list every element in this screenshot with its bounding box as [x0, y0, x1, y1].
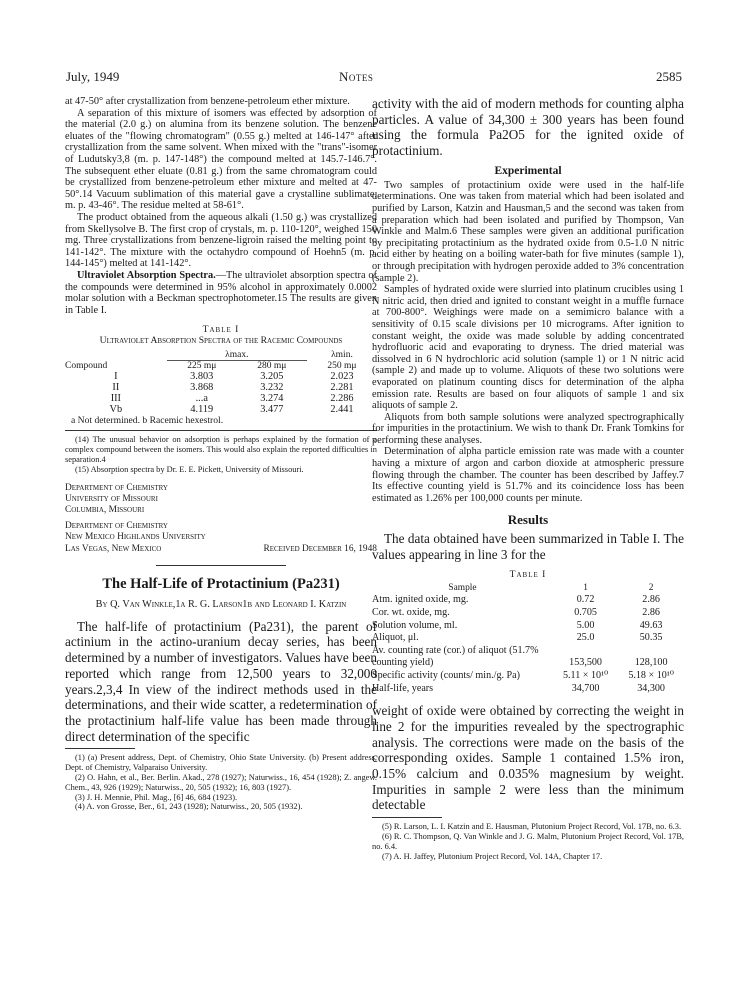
exp-para-1: Two samples of protactinium oxide were used in the half-life determinations. One was taken from material which had been isolated and purified by Larson, Katzin and Hausman,5 and the second was taken from a preparation which had been isolated and purified by Thompson, Van Winkle and Malm.6 These samples were given an additional purification by precipitating protactinium as the hydrated oxide from 0.5-1.0 N nitric acid either by heating on a boiling water-bath for five minutes (sample 1), or through precipitation with hydrogen peroxide added to 3% concentration (sample 2).: [372, 179, 684, 284]
footnote-1: (1) (a) Present address, Dept. of Chemistry, Ohio State University. (b) Present address, Dept. of Chemistry, Valparaiso University.: [65, 753, 377, 773]
uv-cell: 3.477: [260, 403, 284, 415]
affil-line: University of Missouri: [65, 493, 158, 504]
uv-paragraph: [65, 270, 377, 316]
results-cell: Atm. ignited oxide, mg.: [372, 594, 469, 606]
divider: [65, 430, 377, 431]
results-table-label: Table I: [509, 568, 547, 580]
affiliation-1: [65, 483, 377, 517]
after-table-text: weight of oxide were obtained by correcting the weight in line 2 for the impurities revealed by the spectrographic analysis. The corrections were made on the basis of the corresponding oxides. Sample 1 contained 1.5% iron, 0.15% calcium and 0.035% magnesium by weight. Impurities in sample 2 were less than the minimum detectable: [372, 703, 684, 813]
uv-cell: II: [112, 381, 120, 393]
header-date: July, 1949: [66, 69, 120, 84]
uv-cell: 2.286: [330, 392, 354, 404]
uv-cell: 3.232: [260, 381, 284, 393]
results-cell: 34,700: [571, 682, 600, 694]
uv-header-compound: Compound: [65, 360, 108, 371]
results-cell: 25.0: [576, 632, 595, 644]
exp-para-3: Aliquots from both sample solutions were analyzed spectrographically for impurities in the protactinium. We wish to thank Dr. Frank Tomkins for performing these analyses.: [372, 411, 684, 446]
exp-para-4: Determination of alpha particle emission rate was made with a counter having a mixture of argon and carbon dioxide at atmospheric pressure flowing through the chamber. The counter has been described by Jaffey.7 Its effective counting yield is 51.7% and its coincidence loss has been estimated as 1.26% per 100,000 counts per minute.: [372, 446, 684, 504]
affil-line: Las Vegas, New Mexico: [65, 543, 162, 554]
footnote-6: (6) R. C. Thompson, Q. Van Winkle and J. G. Malm, Plutonium Project Record, Vol. 17B, no. 6.4.: [372, 831, 684, 851]
article-body: The half-life of protactinium (Pa231), the parent of actinium in the actino-uranium decay series, has been determined by a number of investigators. Values have been reported which range from 12,500 years to 32,000 years.2,3,4 In view of the indirect methods used in the determinations, and their wide scatter, a redetermination of the protactinium half-life value has been made through direct determination of the specific: [65, 618, 377, 744]
uv-cell: III: [110, 392, 121, 404]
uv-cell: 2.281: [330, 381, 354, 393]
header-page-number: 2585: [656, 69, 682, 84]
footnote-15: (15) Absorption spectra by Dr. E. E. Pickett, University of Missouri.: [75, 464, 304, 474]
uv-text: —The ultraviolet absorption spectra of the compounds were determined in 95% alcohol in approximately 0.0002 molar solution with a Beckman spectrophotometer.15 The results are given in Table I.: [65, 269, 377, 316]
affil-line: Columbia, Missouri: [65, 504, 145, 515]
results-cell: Half-life, years: [372, 682, 434, 694]
results-cell: 5.00: [576, 619, 595, 631]
results-heading: Results: [507, 512, 549, 528]
uv-cell: 2.441: [330, 403, 354, 415]
uv-header-c1: 225 mμ: [187, 360, 217, 371]
footnote-3: (3) J. H. Mennie, Phil. Mag., [6] 46, 684 (1923).: [75, 792, 238, 802]
uv-table-label: Table I: [202, 324, 240, 336]
footnote-14: (14) The unusual behavior on adsorption is perhaps explained by the formation of a complex compound between the isomers. This would also explain the reported difficulties in separation.4: [65, 435, 377, 464]
uv-cell: 4.119: [190, 403, 214, 415]
uv-cell: 3.868: [190, 381, 214, 393]
results-cell: 153,500: [569, 657, 602, 669]
uv-cell: 3.803: [190, 370, 214, 382]
right-intro: activity with the aid of modern methods for counting alpha particles. A value of 34,300 ± 300 years has been found using the formula Pa2O5 for the ignited oxide of protactinium.: [372, 96, 684, 159]
results-cell: 2.86: [642, 607, 660, 619]
table-row: [372, 620, 684, 633]
affil-line: New Mexico Highlands University: [65, 532, 206, 543]
results-cell: 128,100: [634, 657, 668, 669]
uv-header-min: λmin.: [331, 350, 353, 361]
results-cell: Solution volume, ml.: [372, 619, 458, 631]
section-divider: [156, 565, 286, 566]
left-para-1: at 47-50° after crystallization from benzene-petroleum ether mixture.: [65, 96, 350, 107]
table-row: [65, 393, 377, 404]
results-cell: 5.11 × 10¹⁰: [562, 670, 609, 681]
footnote-4: (4) A. von Grosse, Ber., 61, 243 (1928); Naturwiss., 20, 505 (1932).: [75, 802, 303, 812]
results-cell: Cor. wt. oxide, mg.: [372, 607, 450, 619]
right-column: [372, 96, 684, 861]
article-byline: By Q. Van Winkle,1a R. G. Larson1b and Leonard I. Katzin: [95, 598, 347, 610]
results-header-sample: Sample: [448, 582, 477, 593]
results-cell: 0.72: [576, 594, 595, 606]
table-row: [372, 683, 684, 696]
table-row: [372, 632, 684, 645]
left-para-2: A separation of this mixture of isomers was effected by adsorption of the material (2.0 g.) on alumina from its benzene solution. The benzene eluates of the "flowing chromatogram" (0.55 g.) melted at 146-147° after crystallization from the same solvent. When mixed with the "trans"-isomer of Ludutsky3,8 (m. p. 147-148°) the compound melted at 145.7-146.7°. The subsequent ether eluate (0.81 g.) from the same chromatogram could be crystallized from benzene-petroleum ether mixture and melted at 47-50°.14 Vacuum sublimation of this material gave a crystalline sublimate, m. p. 43-46°. The residue melted at 58-61°.: [65, 107, 377, 212]
footnote-2: (2) O. Hahn, et al., Ber. Berlin. Akad., 278 (1927); Naturwiss., 16, 454 (1928); Z. angew. Chem., 43, 926 (1929); Naturwiss., 20, 505 (1932); 16, 803 (1927).: [65, 773, 377, 792]
results-cell: Aliquot, μl.: [372, 632, 419, 644]
uv-cell: I: [114, 370, 118, 382]
results-cell: 50.35: [639, 632, 663, 644]
table-row: [372, 670, 684, 683]
results-cell: 49.63: [639, 619, 663, 631]
results-header-1: 1: [583, 582, 588, 593]
table-row: [372, 645, 684, 670]
experimental-heading: Experimental: [494, 164, 562, 177]
table-row: [372, 607, 684, 620]
uv-table-note: a Not determined. b Racemic hexestrol.: [71, 414, 224, 426]
results-cell: 34,300: [637, 682, 665, 694]
affil-line: Department of Chemistry: [65, 482, 168, 493]
table-row: [372, 594, 684, 607]
table-row: [65, 382, 377, 393]
uv-table-caption: Ultraviolet Absorption Spectra of the Racemic Compounds: [99, 335, 343, 347]
received-date: Received December 16, 1948: [263, 543, 377, 554]
article-title: The Half-Life of Protactinium (Pa231): [102, 575, 340, 592]
affiliation-2: [65, 521, 377, 555]
header-section: Notes: [339, 69, 374, 84]
footnote-5: (5) R. Larson, L. I. Katzin and E. Hausman, Plutonium Project Record, Vol. 17B, no. 6.3.: [382, 822, 682, 832]
uv-header-c3: 250 mμ: [327, 360, 357, 371]
uv-cell: 3.274: [260, 392, 284, 404]
left-column: [65, 96, 377, 812]
uv-table: [65, 350, 377, 415]
results-cell: 5.18 × 10¹⁰: [628, 670, 674, 681]
uv-cell: 3.205: [260, 370, 284, 382]
uv-header-c2: 280 mμ: [257, 360, 287, 371]
table-row: [65, 371, 377, 382]
results-cell: 0.705: [574, 607, 597, 619]
footnote-rule: [372, 817, 442, 818]
results-table: [372, 582, 684, 695]
results-text: The data obtained have been summarized in Table I. The values appearing in line 3 for the: [372, 531, 684, 563]
results-cell: Av. counting rate (cor.) of aliquot (51.7% counting yield): [372, 644, 539, 669]
left-para-3: The product obtained from the aqueous alkali (1.50 g.) was crystallized from Skellysolve B. The first crop of crystals, m. p. 110-120°, weighed 150 mg. Three crystallizations from benzene-ligroin raised the melting point to 141-142°. The mixture with the octahydro compound of Hoehn5 (m. p. 144-145°) melted at 141-142°.: [65, 211, 377, 270]
affil-line-last: [65, 544, 377, 555]
footnote-rule: [65, 748, 135, 749]
exp-para-2: Samples of hydrated oxide were slurried into platinum crucibles using 1 N nitric acid, then dried and ignited to constant weight in a muffle furnace at 700-800°. Weighings were made on a semimicro balance with a sensitivity of 0.15 scale divisions per 10 micrograms. After ignition to constant weight, the oxide was made soluble by adding concentrated hydrofluoric acid and evaporating to dryness. The dried material was dissolved in 6 N hydrochloric acid solution (sample 1) or 1 N nitric acid (sample 2) and made up to volume. Aliquots of these two solutions were evaporated on platinum counting discs for determination of the alpha emission rate. Results are based on four aliquots of sample 1 and six aliquots of sample 2.: [372, 284, 684, 412]
uv-cell: ...a: [195, 392, 208, 404]
uv-cell: 2.023: [330, 370, 354, 382]
table-row: [65, 404, 377, 415]
uv-heading: Ultraviolet Absorption Spectra.: [77, 269, 216, 281]
footnote-7: (7) A. H. Jaffey, Plutonium Project Record, Vol. 14A, Chapter 17.: [382, 851, 603, 861]
uv-header-max: λmax.: [167, 350, 307, 361]
results-header-2: 2: [648, 582, 654, 593]
uv-cell: Vb: [109, 403, 123, 415]
results-cell: 2.86: [642, 594, 660, 606]
affil-line: Department of Chemistry: [65, 521, 168, 532]
results-cell: Specific activity (counts/ min./g. Pa): [372, 670, 521, 681]
